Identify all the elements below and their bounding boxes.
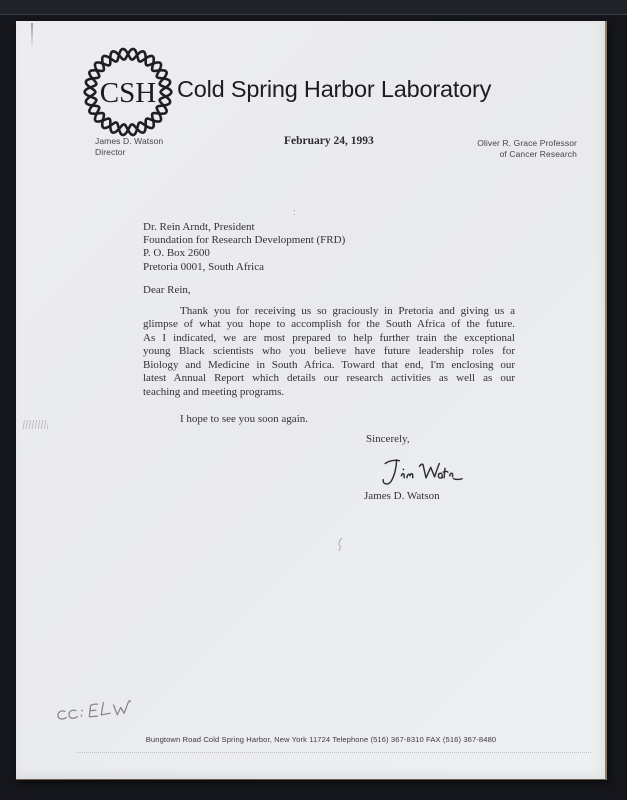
- logo-acronym: CSH: [99, 77, 157, 109]
- scan-artifact-line: [76, 752, 591, 753]
- recipient-line: Pretoria 0001, South Africa: [143, 260, 264, 273]
- body-line: glimpse of what you hope to accomplish for the South Africa of the future.: [143, 318, 515, 331]
- organization-name: Cold Spring Harbor Laboratory: [177, 76, 492, 102]
- sender-block: [95, 136, 163, 157]
- professorship-line1: Oliver R. Grace Professor: [477, 138, 577, 148]
- stray-pencil-squiggle: [334, 537, 346, 553]
- cc-handwritten-note: [51, 696, 148, 729]
- professorship-line2: of Cancer Research: [499, 148, 577, 159]
- body-line: Thank you for receiving us so graciously in Pretoria and giving us a: [180, 305, 515, 317]
- recipient-line: P. O. Box 2600: [143, 247, 210, 260]
- salutation: Dear Rein,: [143, 284, 191, 296]
- typed-signature-name: James D. Watson: [364, 490, 440, 502]
- body-line: young Black scientists who you believe have future leadership roles for: [143, 345, 515, 358]
- valediction: Sincerely,: [366, 433, 410, 445]
- letter-date: February 24, 1993: [284, 135, 374, 147]
- letterhead-footer-address: Bungtown Road Cold Spring Harbor, New York 11724 Telephone (516) 367-8310 FAX (516) 367-8480: [145, 735, 497, 744]
- handwritten-signature: [371, 455, 463, 493]
- body-line: teaching and meeting programs.: [143, 385, 285, 398]
- sender-name: James D. Watson: [95, 136, 164, 146]
- body-line: As I indicated, we are most prepared to help further train the exceptional: [143, 331, 515, 344]
- body-paragraph-2: I hope to see you soon again.: [180, 413, 308, 425]
- letter-paper: [16, 21, 607, 780]
- recipient-line: Foundation for Research Development (FRD): [143, 234, 346, 247]
- scan-backing-top-band: [0, 0, 627, 15]
- body-line: latest Annual Report which details our research activities as well as our: [143, 372, 515, 385]
- pencil-smudge: [22, 420, 48, 429]
- recipient-line: Dr. Rein Arndt, President: [143, 221, 255, 233]
- professorship-block: [477, 138, 577, 159]
- body-paragraph-1: [143, 305, 515, 399]
- sender-title: Director: [95, 146, 126, 157]
- recipient-address-block: [143, 221, 345, 274]
- body-line: Biology and Medicine in South Africa. Toward that end, I'm enclosing our: [143, 358, 515, 371]
- pencil-tick-mark: [31, 23, 33, 49]
- stray-pencil-mark: :: [293, 207, 296, 217]
